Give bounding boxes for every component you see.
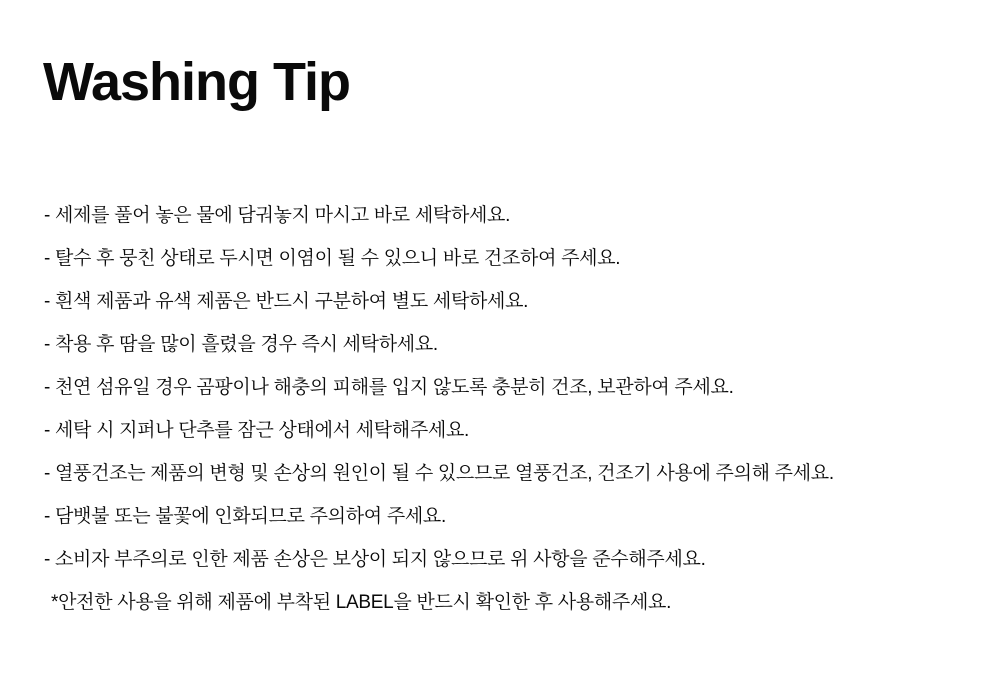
tip-line: - 열풍건조는 제품의 변형 및 손상의 원인이 될 수 있으므로 열풍건조, 건조기 사용에 주의해 주세요.	[44, 463, 834, 484]
tip-line: - 세탁 시 지퍼나 단추를 잠근 상태에서 세탁해주세요.	[44, 420, 469, 441]
page-title: Washing Tip	[43, 52, 350, 112]
tip-line: - 흰색 제품과 유색 제품은 반드시 구분하여 별도 세탁하세요.	[44, 291, 529, 312]
tip-line: - 담뱃불 또는 불꽃에 인화되므로 주의하여 주세요.	[44, 506, 446, 527]
tip-line: - 착용 후 땀을 많이 흘렸을 경우 즉시 세탁하세요.	[44, 334, 438, 355]
note-line: *안전한 사용을 위해 제품에 부착된 LABEL을 반드시 확인한 후 사용해주세요.	[51, 592, 672, 613]
tip-line: - 탈수 후 뭉친 상태로 두시면 이염이 될 수 있으니 바로 건조하여 주세요.	[44, 248, 621, 269]
tip-list	[44, 194, 964, 624]
tip-line: - 세제를 풀어 놓은 물에 담궈놓지 마시고 바로 세탁하세요.	[44, 205, 511, 226]
tip-line: - 소비자 부주의로 인한 제품 손상은 보상이 되지 않으므로 위 사항을 준수해주세요.	[44, 549, 706, 570]
tip-line: - 천연 섬유일 경우 곰팡이나 해충의 피해를 입지 않도록 충분히 건조, 보관하여 주세요.	[44, 377, 734, 398]
